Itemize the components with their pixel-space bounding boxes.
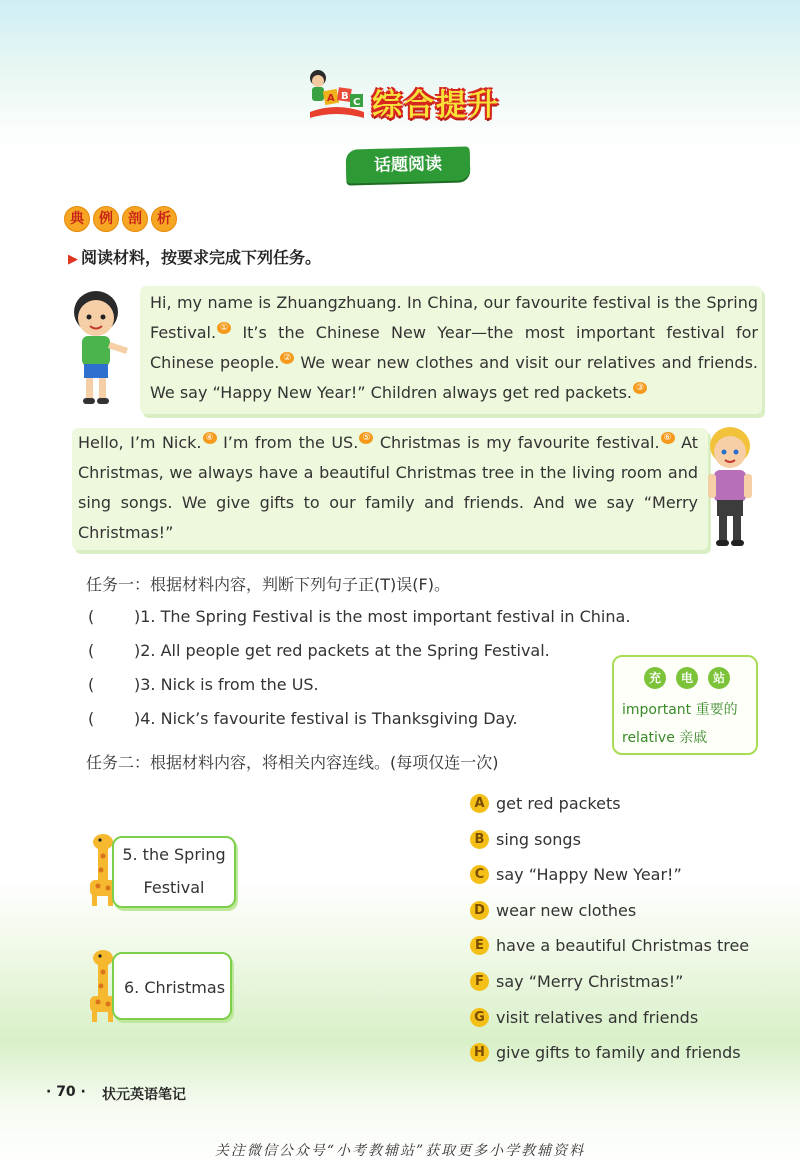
- option-text: visit relatives and friends: [496, 1008, 699, 1027]
- passage-text: We wear new clothes and visit our relatives and friends. We say “Happy New Year!” Children always get red packets.: [150, 353, 758, 402]
- instruction: [68, 245, 321, 268]
- match-option[interactable]: [470, 972, 683, 991]
- boy-illustration: [62, 286, 138, 410]
- match-card-spring-festival[interactable]: [112, 836, 236, 908]
- svg-text:B: B: [341, 91, 349, 102]
- match-option[interactable]: [470, 794, 621, 813]
- option-text: say “Merry Christmas!”: [496, 972, 684, 991]
- passage-text: Hi, my name is Zhuangzhuang. In China, our favourite festival is the Spring Festival.: [150, 293, 758, 342]
- vocabulary-entry: important 重要的: [622, 702, 738, 718]
- option-letter: G: [470, 1008, 489, 1027]
- page-title: 综合提升: [372, 88, 500, 123]
- watermark: 关注微信公众号“小考教辅站”获取更多小学教辅资料: [214, 1143, 586, 1159]
- match-option[interactable]: [470, 1043, 741, 1062]
- nick-illustration: [700, 424, 764, 554]
- svg-text:A: A: [327, 93, 335, 104]
- instruction-text: 阅读材料，按要求完成下列任务。: [81, 248, 322, 267]
- passage-text: Hello, I’m Nick.: [78, 433, 202, 452]
- sentence-number: ④: [203, 432, 217, 444]
- page-number: · 70 ·: [46, 1084, 86, 1100]
- match-card-christmas[interactable]: [112, 952, 232, 1020]
- passage-text: It’s the Chinese New Year—the most important festival for Chinese people.: [150, 323, 758, 372]
- section-label: [64, 206, 177, 232]
- vocabulary-title-char: 电: [676, 667, 698, 689]
- sentence-number: ①: [217, 322, 231, 334]
- tf-item-text: )4. Nick’s favourite festival is Thanksgiving Day.: [134, 709, 518, 728]
- answer-blank[interactable]: (: [88, 709, 95, 728]
- tf-item-text: )3. Nick is from the US.: [134, 675, 319, 694]
- option-text: say “Happy New Year!”: [496, 865, 682, 884]
- vocabulary-title-char: 站: [708, 667, 730, 689]
- option-letter: H: [470, 1043, 489, 1062]
- match-option[interactable]: [470, 1008, 698, 1027]
- option-letter: A: [470, 794, 489, 813]
- option-letter: D: [470, 901, 489, 920]
- answer-blank[interactable]: (: [88, 641, 95, 660]
- vocabulary-box: [612, 655, 758, 755]
- sentence-number: ⑥: [661, 432, 675, 444]
- section-label-char: 典: [64, 206, 90, 232]
- passage-nick: [72, 428, 708, 550]
- option-text: wear new clothes: [496, 901, 637, 920]
- match-card-text: 5. the Spring: [122, 845, 226, 864]
- option-letter: E: [470, 936, 489, 955]
- tf-item: [88, 675, 319, 694]
- tf-item: [88, 709, 518, 728]
- task1-heading: 任务一：根据材料内容，判断下列句子正(T)误(F)。: [86, 575, 450, 594]
- match-option[interactable]: [470, 901, 636, 920]
- tf-item-text: )1. The Spring Festival is the most important festival in China.: [134, 607, 631, 626]
- sentence-number: ⑤: [359, 432, 373, 444]
- passage-text: At Christmas, we always have a beautiful Christmas tree in the living room and sing songs. We give gifts to our family and friends. And we say “Merry Christmas!”: [78, 433, 699, 542]
- option-text: have a beautiful Christmas tree: [496, 936, 750, 955]
- match-option[interactable]: [470, 865, 682, 884]
- answer-blank[interactable]: (: [88, 607, 95, 626]
- book-title: 状元英语笔记: [102, 1087, 186, 1103]
- passage-text: I’m from the US.: [216, 433, 359, 452]
- vocabulary-title-char: 充: [644, 667, 666, 689]
- tf-item: [88, 641, 550, 660]
- passage-text: Christmas is my favourite festival.: [373, 433, 660, 452]
- section-label-char: 剖: [122, 206, 148, 232]
- vocabulary-entry: relative 亲戚: [622, 730, 708, 746]
- option-letter: C: [470, 865, 489, 884]
- match-option[interactable]: [470, 830, 581, 849]
- match-card-text: 6. Christmas: [124, 978, 226, 997]
- topic-banner: 话题阅读: [346, 146, 471, 183]
- match-option[interactable]: [470, 936, 749, 955]
- sentence-number: ③: [633, 382, 647, 394]
- option-letter: B: [470, 830, 489, 849]
- tf-item: [88, 607, 630, 626]
- match-card-text: Festival: [143, 878, 205, 897]
- vocabulary-title: [644, 667, 730, 689]
- svg-text:C: C: [353, 97, 361, 108]
- answer-blank[interactable]: (: [88, 675, 95, 694]
- option-text: sing songs: [496, 830, 581, 849]
- triangle-icon: ▶: [68, 252, 78, 267]
- abc-logo-icon: [306, 68, 368, 120]
- option-text: give gifts to family and friends: [496, 1043, 741, 1062]
- section-label-char: 析: [151, 206, 177, 232]
- option-text: get red packets: [496, 794, 621, 813]
- option-letter: F: [470, 972, 489, 991]
- passage-zhuangzhuang: [140, 286, 762, 414]
- task2-heading: 任务二：根据材料内容，将相关内容连线。(每项仅连一次): [86, 753, 499, 772]
- tf-item-text: )2. All people get red packets at the Spring Festival.: [134, 641, 550, 660]
- section-label-char: 例: [93, 206, 119, 232]
- sentence-number: ②: [280, 352, 294, 364]
